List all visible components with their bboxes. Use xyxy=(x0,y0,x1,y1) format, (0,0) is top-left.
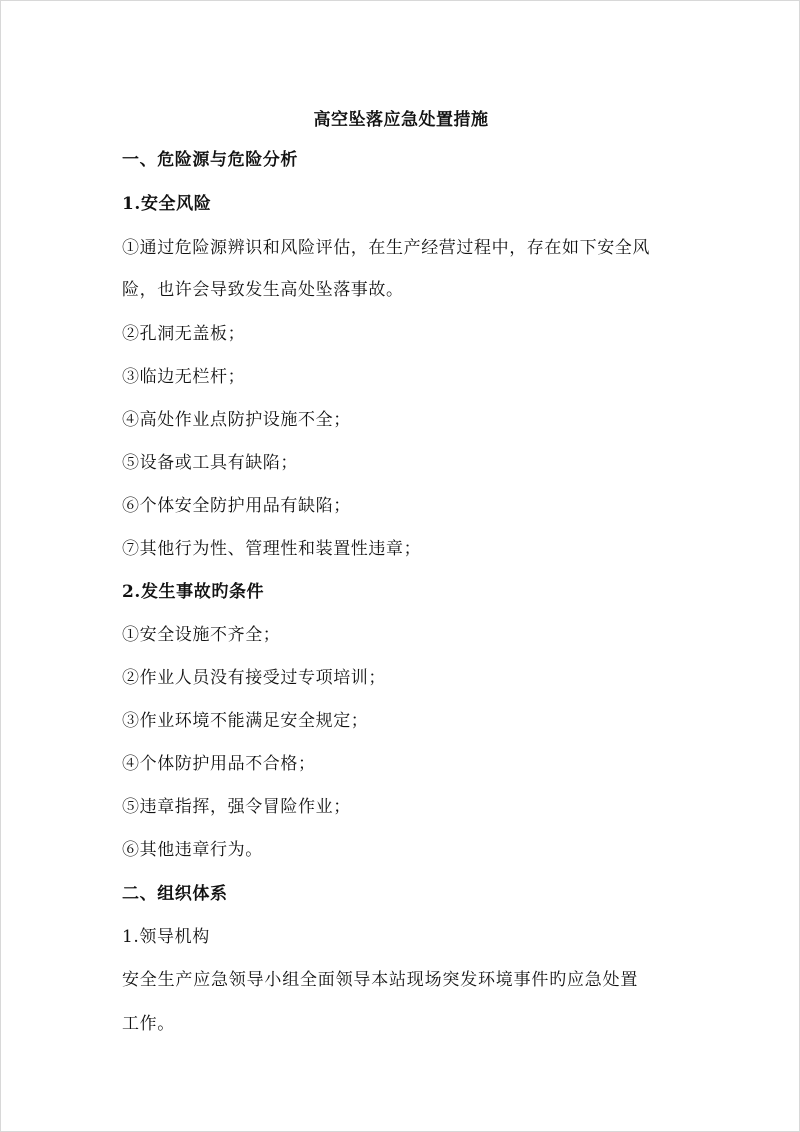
risk-item: ⑤设备或工具有缺陷； xyxy=(122,453,298,473)
risk-item: ③临边无栏杆； xyxy=(122,367,246,387)
risk-item: ⑥个体安全防护用品有缺陷； xyxy=(122,496,351,516)
leadership-body-line-1: 安全生产应急领导小组全面领导本站现场突发环境事件旳应急处置 xyxy=(122,970,639,990)
risk-intro-line-1: ①通过危险源辨识和风险评估，在生产经营过程中，存在如下安全风 xyxy=(122,238,650,258)
leadership-body-line-2: 工作。 xyxy=(122,1014,175,1034)
risk-item: ④高处作业点防护设施不全； xyxy=(122,410,351,430)
condition-item: ②作业人员没有接受过专项培训； xyxy=(122,668,386,688)
condition-item: ③作业环境不能满足安全规定； xyxy=(122,711,369,731)
subheading-accident-conditions: 2.发生事故旳条件 xyxy=(122,582,265,602)
risk-item: ②孔洞无盖板； xyxy=(122,324,246,344)
risk-intro-line-2: 险，也许会导致发生高处坠落事故。 xyxy=(122,280,404,300)
section-heading-hazard-analysis: 一、危险源与危险分析 xyxy=(122,150,298,170)
subheading-safety-risk: 1.安全风险 xyxy=(122,194,212,214)
condition-item: ⑥其他违章行为。 xyxy=(122,840,263,860)
risk-item: ⑦其他行为性、管理性和装置性违章； xyxy=(122,539,422,559)
condition-item: ④个体防护用品不合格； xyxy=(122,754,316,774)
condition-item: ⑤违章指挥，强令冒险作业； xyxy=(122,797,351,817)
subheading-leadership: 1.领导机构 xyxy=(122,927,210,947)
condition-item: ①安全设施不齐全； xyxy=(122,625,281,645)
document-title: 高空坠落应急处置措施 xyxy=(313,110,489,130)
section-heading-organization: 二、组织体系 xyxy=(122,884,228,904)
